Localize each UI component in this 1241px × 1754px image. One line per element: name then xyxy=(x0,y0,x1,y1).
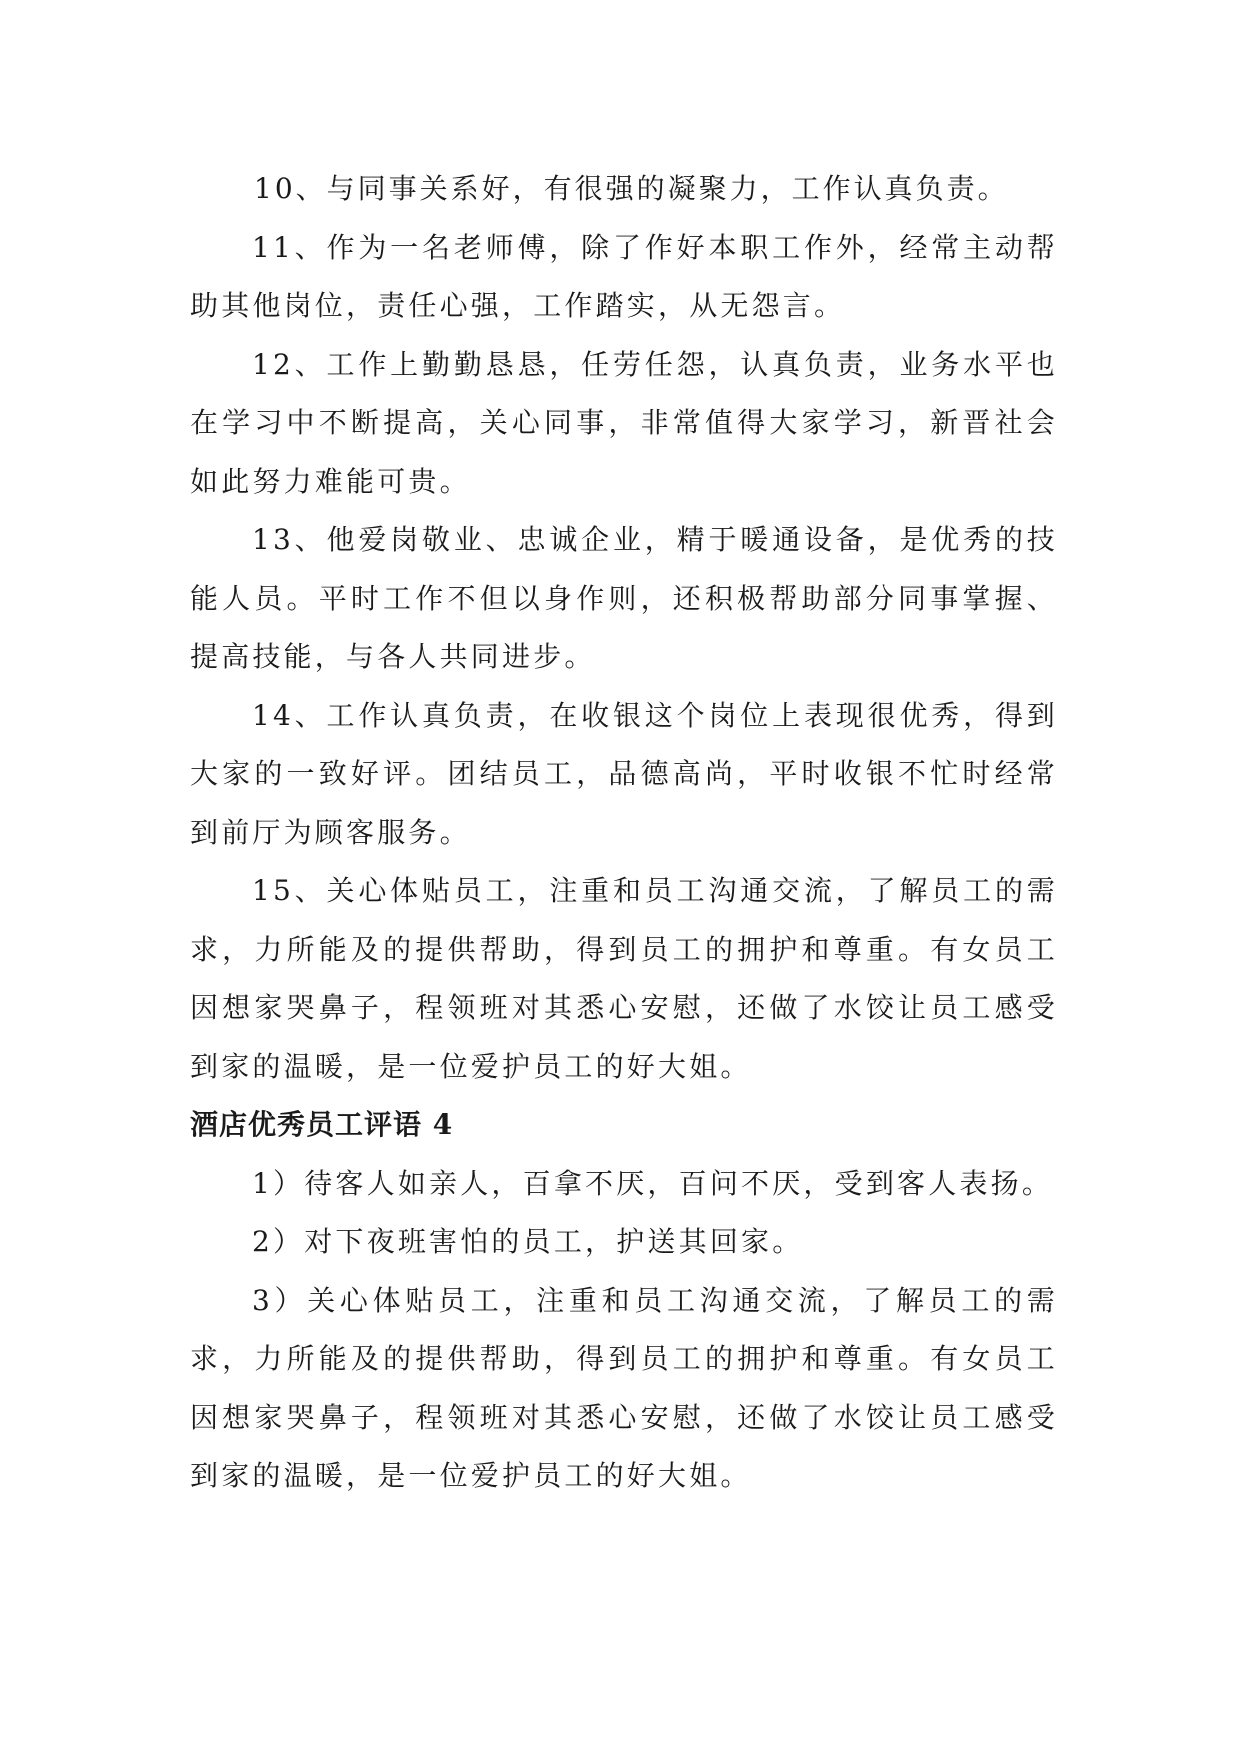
comment-paragraph-15: 15、关心体贴员工，注重和员工沟通交流，了解员工的需求，力所能及的提供帮助，得到员工的拥护和尊重。有女员工因想家哭鼻子，程领班对其悉心安慰，还做了水饺让员工感受到家的温暖，是一位爱护员工的好大姐。 xyxy=(190,874,1058,1083)
section-heading: 酒店优秀员工评语 4 xyxy=(190,1108,454,1141)
comment-paragraph-14: 14、工作认真负责，在收银这个岗位上表现很优秀，得到大家的一致好评。团结员工，品德高尚，平时收银不忙时经常到前厅为顾客服务。 xyxy=(190,698,1058,849)
comment-paragraph-12: 12、工作上勤勤恳恳，任劳任怨，认真负责，业务水平也在学习中不断提高，关心同事，非常值得大家学习，新晋社会如此努力难能可贵。 xyxy=(190,347,1058,498)
document-page xyxy=(190,160,1058,1506)
comment-item-2: 2）对下夜班害怕的员工，护送其回家。 xyxy=(252,1225,804,1258)
comment-paragraph-13: 13、他爱岗敬业、忠诚企业，精于暖通设备，是优秀的技能人员。平时工作不但以身作则，还积极帮助部分同事掌握、提高技能，与各人共同进步。 xyxy=(190,523,1058,673)
comment-paragraph-11: 11、作为一名老师傅，除了作好本职工作外，经常主动帮助其他岗位，责任心强，工作踏实，从无怨言。 xyxy=(190,230,1058,322)
comment-item-3: 3）关心体贴员工，注重和员工沟通交流，了解员工的需求，力所能及的提供帮助，得到员工的拥护和尊重。有女员工因想家哭鼻子，程领班对其悉心安慰，还做了水饺让员工感受到家的温暖，是一位爱护员工的好大姐。 xyxy=(190,1283,1058,1492)
comment-paragraph-10: 10、与同事关系好，有很强的凝聚力，工作认真负责。 xyxy=(254,172,1009,205)
comment-item-1: 1）待客人如亲人，百拿不厌，百问不厌，受到客人表扬。 xyxy=(252,1166,1054,1200)
